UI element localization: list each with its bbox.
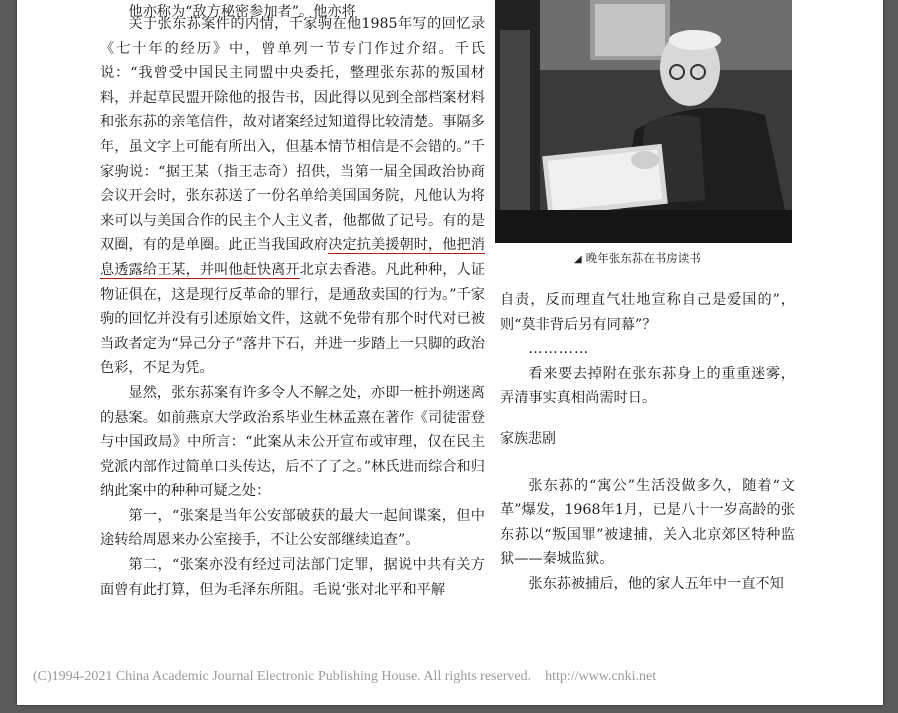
copyright-text: (C)1994-2021 China Academic Journal Electronic Publishing House. All rights reserved. bbox=[33, 669, 532, 684]
paragraph-continued: 自责，反而理直气壮地宣称自己是爱国的”，则“莫非背后另有同幕”？ bbox=[500, 292, 795, 333]
paragraph-text-continued: 北京去香港。凡此种种，人证物证俱在，这是现行反革命的罪行，是通敌卖国的行为。”千家驹的回忆并没有引述原始文件，这就不免带有那个时代对已被当政者定为“异己分子”落井下石，并进一步踏上一只脚的政治色彩，不足为凭。 bbox=[100, 261, 485, 377]
paragraph-qianjiaju-memoir bbox=[100, 12, 485, 381]
underlined-sentence: 决定抗美援朝时，他把消息透露给王某，并叫他赶快离开 bbox=[100, 237, 485, 278]
paragraph-point-two: 第二，“张案亦没有经过司法部门定罪，据说中共有关方面曾有此打算，但为毛泽东所阻。毛说‘张对北平和平解 bbox=[100, 557, 485, 598]
paragraph-arrest: 张东荪的“寓公”生活没做多久，随着“文革”爆发，1968年1月，已是八十一岁高龄的张东荪以“叛国罪”被逮捕，关入北京郊区特种监狱——秦城监狱。 bbox=[500, 477, 795, 568]
top-cut-line bbox=[100, 0, 485, 20]
right-text-column bbox=[500, 288, 795, 597]
section-heading: 家族悲剧 bbox=[500, 430, 556, 447]
photo-reading-in-study bbox=[495, 0, 792, 243]
cnki-url: http://www.cnki.net bbox=[545, 669, 657, 684]
paragraph-mystery-case: 显然，张东荪案有许多令人不解之处，亦即一桩扑朔迷离的悬案。如前燕京大学政治系毕业生林孟熹在著作《司徒雷登与中国政局》中所言：“此案从未公开宣布或审理，仅在民主党派内部作过简单口头传达，后不了了之。”林氏进而综合和归纳此案中的种种可疑之处： bbox=[100, 384, 485, 500]
paragraph-fog-remains: 看来要去掉附在张东荪身上的重重迷雾，弄清事实真相尚需时日。 bbox=[500, 365, 795, 407]
caption-text: 晚年张东荪在书房读书 bbox=[585, 251, 701, 265]
photo-illustration bbox=[495, 0, 792, 243]
paragraph-text: 关于张东荪案件的内情，千家驹在他1985年写的回忆录《七十年的经历》中，曾单列一节专门作过介绍。千氏说：“我曾受中国民主同盟中央委托，整理张东荪的叛国材料，并起草民盟开除他的报告书，因此得以见到全部档案材料和张东荪的亲笔信件，故对诸案经过知道得比较清楚。事隔多年，虽文字上可能有所出入，但基本情节相信是不会错的。”千家驹说：“据王某（指王志奇）招供，当第一届全国政治协商会议开会时，张东荪送了一份名单给美国国务院，凡他认为将来可以与美国合作的民主个人主义者，他都做了记号。有的是双圈，有的是单圈。此正当我国政府 bbox=[100, 16, 485, 254]
paragraph-point-one: 第一，“张案是当年公安部破获的最大一起间谍案，但中途转给周恩来办公室接手，不让公安部继续追查”。 bbox=[100, 507, 485, 549]
photo-caption bbox=[574, 250, 701, 266]
ellipsis-separator: ………… bbox=[528, 341, 590, 358]
copyright-footer bbox=[33, 669, 656, 685]
triangle-marker-icon: ◢ bbox=[574, 254, 582, 265]
left-text-column bbox=[100, 0, 485, 602]
cut-line-text: 他亦称为“敌方秘密参加者”。他亦将 bbox=[128, 4, 356, 20]
document-page bbox=[17, 0, 883, 705]
paragraph-family-unaware: 张东荪被捕后，他的家人五年中一直不知 bbox=[528, 575, 784, 592]
